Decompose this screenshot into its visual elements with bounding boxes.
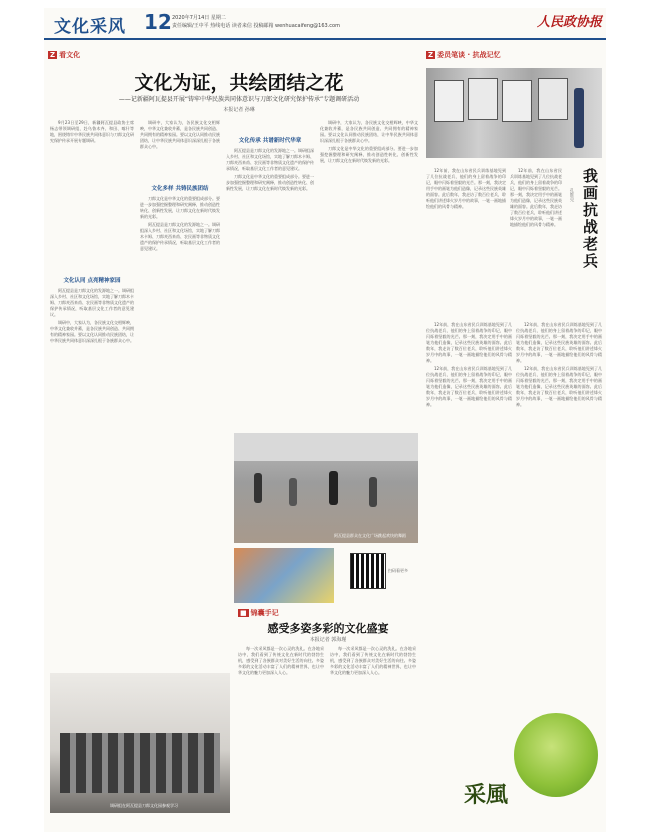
body-paragraph: 刀郎文化是中华文化的重要组成部分。要进一步加强挖掘整理和研究阐释，推动创造性转化、创新性发展，让刀郎文化在新时代焕发新的光彩。 bbox=[140, 196, 220, 219]
portrait-paintings-photo bbox=[426, 68, 602, 158]
body-paragraph: 每一次采风都是一次心灵的洗礼。在各地采访中，我们看到了传统文化在新时代的勃勃生机，感受到了各族群众对美好生活的向往。多姿多彩的文化活动丰富了人们的精神世界，也让中华文化的魅力更加深入人心。 bbox=[238, 646, 324, 675]
body-paragraph: 调研中，大家认为，各民族文化交相辉映，中华文化兼收并蓄，是各民族共同创造、共同拥有的精神家园。要以文化认同推动民族团结，让中华民族共同体意识深深扎根于各族群众心中。 bbox=[140, 120, 220, 149]
subhead-1: 文化认同 点亮精神家园 bbox=[63, 278, 121, 284]
body-paragraph: 调研中，大家认为，各民族文化交相辉映，中华文化兼收并蓄，是各民族共同创造、共同拥有的精神家园。要以文化认同推动民族团结，让中华民族共同体意识深深扎根于各族群众心中。 bbox=[320, 120, 418, 143]
section-title: 文化采风 bbox=[54, 17, 126, 37]
section-tag-right bbox=[426, 50, 501, 60]
article-column-2b bbox=[140, 196, 220, 666]
main-byline: 本报记者 孙琳 bbox=[223, 107, 255, 113]
subhead-2: 文化多样 共铸民族团结 bbox=[151, 186, 209, 192]
dance-photo bbox=[234, 433, 418, 543]
painter-figure bbox=[574, 88, 584, 148]
article-column-2a bbox=[140, 120, 220, 180]
qr-caption: 扫码看更多 bbox=[388, 568, 408, 573]
article-lead bbox=[50, 120, 134, 210]
right-author: 孔维克 bbox=[569, 188, 574, 202]
body-paragraph: 阿瓦提县是刀郎文化的发源地之一。调研组深入乡村、社区和文化场馆，实地了解刀郎木卡姆、刀郎麦西来甫、农民画等非物质文化遗产的保护传承情况，听取基层文化工作者的意见建议。 bbox=[226, 148, 314, 171]
body-paragraph: 12年前，我在山东省民兵训练基地见到了几位抗战老兵，他们的身上留着战争的印记，眼中闪烁着坚毅的光芒。那一刻，我决定用手中的画笔为他们造像，记录这些民族英雄的面容。此后数年，我走访了数百位老兵，聆听他们讲述烽火岁月中的故事，一笔一画地描绘他们的风骨与精神。 bbox=[426, 366, 512, 407]
page-number: 12 bbox=[144, 10, 172, 34]
newspaper-page bbox=[44, 8, 606, 832]
caifeng-logo bbox=[514, 713, 598, 797]
section-tag-essay bbox=[238, 608, 279, 618]
article-column-4 bbox=[320, 120, 418, 430]
right-column-1b bbox=[510, 168, 562, 318]
body-paragraph: 调研中，大家认为，各民族文化交相辉映，中华文化兼收并蓄，是各民族共同创造、共同拥有的精神家园。要以文化认同推动民族团结，让中华民族共同体意识深深扎根于各族群众心中。 bbox=[50, 320, 134, 343]
section-tag-left bbox=[48, 50, 80, 60]
body-paragraph: 12年前，我在山东省民兵训练基地见到了几位抗战老兵，他们的身上留着战争的印记，眼中闪烁着坚毅的光芒。那一刻，我决定用手中的画笔为他们造像，记录这些民族英雄的面容。此后数年，我走访了数百位老兵，聆听他们讲述烽火岁月中的故事，一笔一画地描绘他们的风骨与精神。 bbox=[516, 322, 602, 363]
group-photo bbox=[50, 673, 230, 813]
essay-badge-icon: ■ bbox=[240, 609, 247, 617]
z-badge: Z bbox=[50, 51, 56, 59]
group-photo-caption: 调研组在阿瓦提县刀郎文化园参观学习 bbox=[110, 803, 178, 808]
main-headline: 文化为证，共绘团结之花 bbox=[134, 72, 344, 94]
body-paragraph: 12年前，我在山东省民兵训练基地见到了几位抗战老兵，他们的身上留着战争的印记，眼中闪烁着坚毅的光芒。那一刻，我决定用手中的画笔为他们造像，记录这些民族英雄的面容。此后数年，我走访了数百位老兵，聆听他们讲述烽火岁月中的故事，一笔一画地描绘他们的风骨与精神。 bbox=[426, 322, 512, 363]
issue-date: 2020年7月14日 星期二 bbox=[172, 15, 226, 21]
z-badge: Z bbox=[428, 51, 434, 59]
header-rule bbox=[44, 38, 606, 40]
right-column-1a bbox=[426, 168, 506, 318]
body-paragraph: 刀郎文化是中华文化的重要组成部分。要进一步加强挖掘整理和研究阐释，推动创造性转化、创新性发展，让刀郎文化在新时代焕发新的光彩。 bbox=[226, 174, 314, 191]
body-paragraph: 12年前，我在山东省民兵训练基地见到了几位抗战老兵，他们的身上留着战争的印记，眼中闪烁着坚毅的光芒。那一刻，我决定用手中的画笔为他们造像，记录这些民族英雄的面容。此后数年，我走访了数百位老兵，聆听他们讲述烽火岁月中的故事，一笔一画地描绘他们的风骨与精神。 bbox=[516, 366, 602, 407]
dancer-figure bbox=[329, 471, 338, 505]
caifeng-logo-text: 采風 bbox=[464, 782, 509, 808]
group-people bbox=[60, 733, 220, 793]
masthead-logo: 人民政协报 bbox=[536, 15, 602, 30]
right-column-2 bbox=[426, 322, 512, 762]
essay-byline: 本报记者 郭海瑾 bbox=[309, 637, 347, 643]
subhead-3: 文化传承 共谱新时代华章 bbox=[238, 138, 302, 144]
qr-code[interactable] bbox=[350, 553, 386, 589]
body-paragraph: 刀郎文化是中华文化的重要组成部分。要进一步加强挖掘整理和研究阐释，推动创造性转化、创新性发展，让刀郎文化在新时代焕发新的光彩。 bbox=[320, 146, 418, 163]
body-paragraph: 12年前，我在山东省民兵训练基地见到了几位抗战老兵，他们的身上留着战争的印记，眼中闪烁着坚毅的光芒。那一刻，我决定用手中的画笔为他们造像，记录这些民族英雄的面容。此后数年，我走访了数百位老兵，聆听他们讲述烽火岁月中的故事，一笔一画地描绘他们的风骨与精神。 bbox=[426, 168, 506, 209]
right-column-3 bbox=[516, 322, 602, 762]
header-meta bbox=[172, 14, 340, 30]
essay-column-1 bbox=[238, 646, 324, 816]
main-subtitle: ——记新疆阿瓦提县开展“铸牢中华民族共同体意识与刀郎文化研究保护传承”专题调研活动 bbox=[118, 96, 360, 103]
body-paragraph: 阿瓦提县是刀郎文化的发源地之一。调研组深入乡村、社区和文化场馆，实地了解刀郎木卡姆、刀郎麦西来甫、农民画等非物质文化遗产的保护传承情况，听取基层文化工作者的意见建议。 bbox=[50, 288, 134, 317]
intro-paragraph: 9月23日至29日，新疆阿瓦提县政协主席杨志带领调研组，赴乌鲁木齐、和田、喀什等地，围绕铸牢中华民族共同体意识与刀郎文化研究保护传承开展专题调研。 bbox=[50, 120, 134, 143]
body-paragraph: 12年前，我在山东省民兵训练基地见到了几位抗战老兵，他们的身上留着战争的印记，眼中闪烁着坚毅的光芒。那一刻，我决定用手中的画笔为他们造像，记录这些民族英雄的面容。此后数年，我走访了数百位老兵，聆听他们讲述烽火岁月中的故事，一笔一画地描绘他们的风骨与精神。 bbox=[510, 168, 562, 227]
article-column-1 bbox=[50, 288, 134, 668]
painting-photo bbox=[234, 548, 334, 603]
portrait-canvas bbox=[538, 78, 568, 120]
dancer-figure bbox=[254, 473, 262, 503]
body-paragraph: 每一次采风都是一次心灵的洗礼。在各地采访中，我们看到了传统文化在新时代的勃勃生机，感受到了各族群众对美好生活的向往。多姿多彩的文化活动丰富了人们的精神世界，也让中华文化的魅力更加深入人心。 bbox=[330, 646, 416, 675]
body-paragraph: 阿瓦提县是刀郎文化的发源地之一。调研组深入乡村、社区和文化场馆，实地了解刀郎木卡姆、刀郎麦西来甫、农民画等非物质文化遗产的保护传承情况，听取基层文化工作者的意见建议。 bbox=[140, 222, 220, 251]
dance-photo-caption: 阿瓦提县群众在文化广场跳起欢快的舞蹈 bbox=[334, 533, 406, 538]
right-headline: 我画抗战老兵 bbox=[581, 168, 599, 270]
section-tag-label: 委员笔谈 · 抗战记忆 bbox=[437, 51, 501, 59]
essay-headline: 感受多姿多彩的文化盛宴 bbox=[267, 622, 389, 635]
portrait-canvas bbox=[502, 80, 532, 122]
section-tag-label: 看文化 bbox=[59, 51, 81, 59]
photo-backdrop bbox=[234, 433, 418, 461]
dancer-figure bbox=[369, 477, 377, 507]
portrait-canvas bbox=[468, 78, 498, 120]
essay-tag-label: 锦囊手记 bbox=[250, 609, 279, 617]
essay-column-2 bbox=[330, 646, 416, 816]
dancer-figure bbox=[289, 478, 297, 506]
editor-contacts: 责任编辑/王中平 热线电话 读者来信 投稿邮箱 wenhuacaifeng@163.com bbox=[172, 23, 340, 29]
portrait-canvas bbox=[434, 80, 464, 122]
